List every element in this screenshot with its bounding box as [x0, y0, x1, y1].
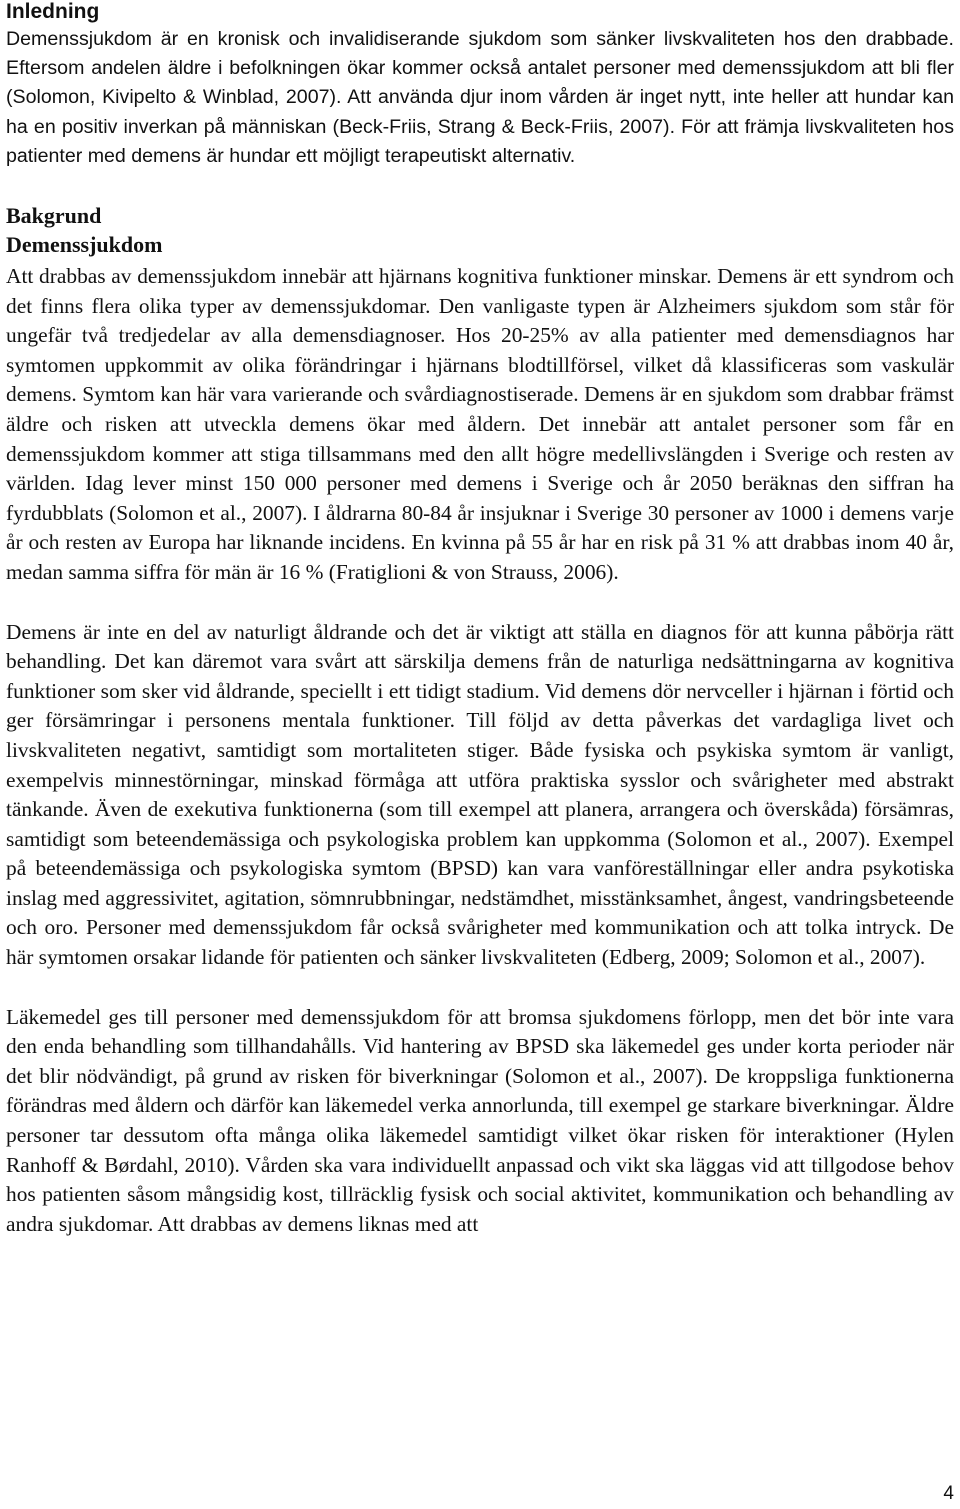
- background-paragraph-2: Demens är inte en del av naturligt åldrande och det är viktigt att ställa en diagnos för att kunna påbörja rätt behandling. Det kan däremot vara svårt att särskilja demens från de naturliga nedsättningarna av kognitiva funktioner som sker vid åldrande, speciellt i ett tidigt stadium. Vid demens dör nervceller i hjärnan i förtid och ger försämringar i personens mentala funktioner. Till följd av detta påverkas det vardagliga livet och livskvaliteten negativt, samtidigt som mortaliteten stiger. Både fysiska och psykiska symtom är vanligt, exempelvis minnestörningar, minskad förmåga att utföra praktiska sysslor och svårigheter med abstrakt tänkande. Även de exekutiva funktionerna (som till exempel att planera, arrangera och överskåda) försämras, samtidigt som beteendemässiga och psykologiska problem kan uppkomma (Solomon et al., 2007). Exempel på beteendemässiga och psykologiska symtom (BPSD) kan vara vanföreställningar eller andra psykotiska inslag med aggressivitet, agitation, sömnrubbningar, nedstämdhet, misstänksamhet, ångest, vandringsbeteende och oro. Personer med demenssjukdom får också svårigheter med kommunikation och att tolka intryck. De här symtomen orsakar lidande för patienten och sänker livskvaliteten (Edberg, 2009; Solomon et al., 2007).: [6, 619, 954, 970]
- section-spacer: [6, 171, 954, 201]
- background-paragraph-3: Läkemedel ges till personer med demenssjukdom för att bromsa sjukdomens förlopp, men det bör inte vara den enda behandling som tillhandahålls. Vid hantering av BPSD ska läkemedel ges under korta perioder när det blir nödvändigt, på grund av risken för biverkningar (Solomon et al., 2007). De kroppsliga funktionerna förändras med åldern och därför kan läkemedel verka annorlunda, till exempel ge starkare biverkningar. Äldre personer tar dessutom ofta många olika läkemedel samtidigt vilket ökar risken för interaktioner (Hylen Ranhoff & Børdahl, 2010). Vården ska vara individuellt anpassad och vikt ska läggas vid att tillgodose behov hos patienten såsom mångsidig kost, tillräcklig fysisk och social aktivitet, kommunikation och behandling av andra sjukdomar. Att drabbas av demens liknas med att: [6, 1004, 954, 1236]
- paragraph-spacer: [6, 588, 954, 618]
- background-paragraph-1: Att drabbas av demenssjukdom innebär att hjärnans kognitiva funktioner minskar. Demens är ett syndrom och det finns flera olika typer av demenssjukdomar. Den vanligaste typen är Alzheimers sjukdom som står för ungefär två tredjedelar av alla demensdiagnoser. Hos 20-25% av alla patienter med demensdiagnos har symtomen uppkommit av olika förändringar i hjärnans blodtillförsel, vilket då klassificeras som vaskulär demens. Symtom kan här vara varierande och svårdiagnostiserade. Demens är en sjukdom som drabbar främst äldre och risken att utveckla demens ökar med åldern. Det innebär att antalet personer som får en demenssjukdom kommer att stiga tillsammans med den allt högre medellivslängden i Sverige och resten av världen. Idag lever minst 150 000 personer med demens i Sverige och år 2050 beräknas den siffran ha fyrdubblats (Solomon et al., 2007). I åldrarna 80-84 år insjuknar i Sverige 30 personer av 1000 i demens varje år och resten av Europa har liknande incidens. En kvinna på 55 år har en risk på 31 % att drabbas inom 40 år, medan samma siffra för män är 16 % (Fratiglioni & von Strauss, 2006).: [6, 264, 954, 584]
- intro-paragraph: Demenssjukdom är en kronisk och invalidiserande sjukdom som sänker livskvaliteten hos den drabbade. Eftersom andelen äldre i befolkningen ökar kommer också antalet personer med demenssjukdom att bli fler (Solomon, Kivipelto & Winblad, 2007). Att använda djur inom vården är inget nytt, inte heller att hundar kan ha en positiv inverkan på människan (Beck-Friis, Strang & Beck-Friis, 2007). För att främja livskvaliteten hos patienter med demens är hundar ett möjligt terapeutiskt alternativ.: [6, 28, 954, 167]
- background-heading: Bakgrund: [6, 203, 102, 229]
- background-subheading: Demenssjukdom: [6, 232, 163, 258]
- page-number: 4: [943, 1483, 954, 1504]
- paragraph-spacer: [6, 973, 954, 1003]
- document-page: [6, 0, 954, 1239]
- intro-heading: Inledning: [6, 0, 100, 23]
